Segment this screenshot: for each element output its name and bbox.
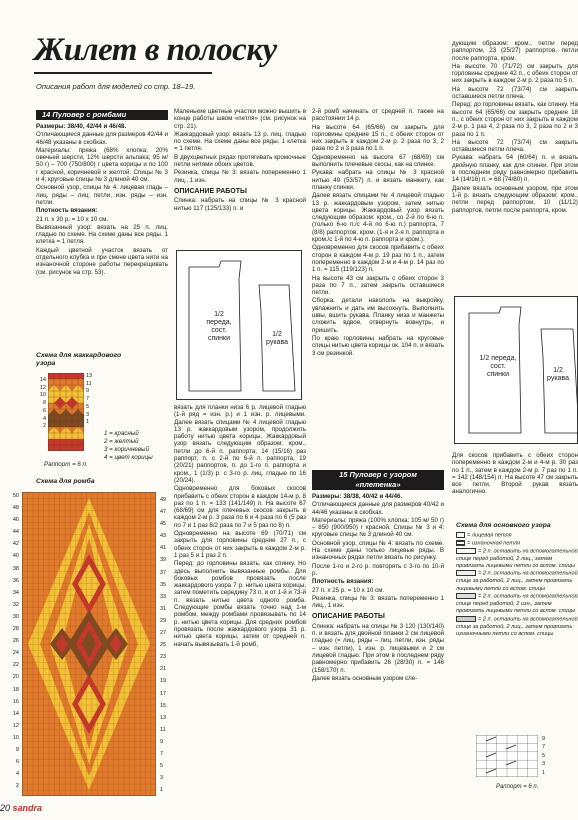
column-4-lower — [452, 452, 578, 508]
legend-knit: = лицевая петля — [456, 532, 578, 540]
col3-text-6: Одновременно для скосов прибавить с обеих сторон в каждом 4-м р. 19 раз по 1 п., затем попеременно в каждом 2-м и 4-м р. 14 раз по 1 п. = 115 (119/123) п. — [312, 244, 444, 274]
jacquard-rows-left: 14 12 10 8 6 4 2 — [39, 377, 46, 430]
col3-gauge-label: Плотность вязания: — [312, 578, 374, 586]
col3-text-2: На высоте 64 (65/66) см закрыть для горловины средние 15 п., с обеих сторон от них закрыть в каждом 2-м р. 2 раза по 3, 2 раза по 2 и 3 раза по 1 п. — [312, 123, 444, 153]
legend-cable-1: = 2 п. оставить на вспомогательной спице перед работой, 2 лиц., затем провязать лицевыми петли со вспом. спицы — [456, 548, 578, 570]
rhombus-rows-left: 50 48 46 44 42 40 38 36 34 32 30 28 26 24 22 20 18 16 14 12 10 8 6 4 2 — [12, 493, 19, 790]
col3-text-1: 2-й ромб начинать от средней п. также на расстоянии 14 р. — [312, 108, 444, 123]
magazine-name: sandra — [12, 803, 43, 813]
column-3-lower — [312, 468, 444, 802]
schematic-pullover-14 — [176, 250, 302, 400]
col4-text-2: На высоте 70 (71/72) см закрыть для горловины средние 42 п., с обеих сторон от них закрыть в каждом 2-м р. 2 раза по 5 п. — [452, 62, 578, 85]
rhombus-chart — [8, 490, 176, 803]
col3-text-8: Сборка: детали накололь на выкройку, увлажнить и дать им высохнуть. Выполнить швы, вшить рукава. Планку низа и манжеты сложить вдвое, отвернуть вовнутрь, и пришить. — [312, 297, 444, 334]
work-description-heading-2: ОПИСАНИЕ РАБОТЫ — [312, 613, 385, 621]
col3-gauge-value: 27 п. х 25 р. = 10 х 10 см. — [312, 586, 385, 594]
jacquard-legend — [104, 430, 176, 462]
jacquard-rows-right: 13 11 9 7 5 3 1 — [86, 373, 93, 426]
page-number: 20 — [0, 803, 11, 813]
color-note: Каждый цветной участок вязать от отдельного клубка и при смене цвета нити на изнаночной стороне работы перекрещивать (см. рисунок на стр. 53). — [36, 246, 168, 276]
col4-text-7: Далее вязать основным узором, при этом 1-й р. вязать следующим образом: кром., петли перед раппортом, 10 (11/12) раппортов, петли после раппорта, кром. — [452, 184, 578, 214]
schematic-pullover-15 — [454, 296, 578, 444]
page-title: Жилет в полоску — [34, 32, 277, 68]
col3-repeat: После 1-го и 2-го р. повторять с 3-го по 10-й р. — [312, 562, 444, 577]
materials: Материалы: пряжа (68% хлопка, 20% овечьей шерсти, 12% шерсти альпака; 95 м/ 50 г) – 700 (750/800) г цвета корицы и по 100 г красной, коричневой и желтой. Спицы № 3 и 4; круговые спицы № 3 длиной 40 см. — [36, 146, 168, 184]
jacquard-caption: Схема для жаккардового узора — [36, 352, 122, 367]
rhombus-caption: Схема для ромба — [36, 478, 95, 485]
title-rule — [34, 72, 212, 74]
jacquard-chart — [36, 373, 98, 457]
main-pattern: Основной узор, спицы № 4: лицевая гладь – лиц. ряды – лиц. петли, изн. ряды – изн. петли. — [36, 184, 168, 206]
gauge-label: Плотность вязания: — [36, 207, 98, 215]
col4-text-1: дующим образом: кром., петли перед раппортом, 23 (25/27) раппортов, петли после раппорта, кром. — [452, 40, 578, 62]
col2-text-3: В двухцветных рядах протягивать кромочные петли нитями обоих цветов. — [174, 153, 306, 169]
column-2-lower — [174, 404, 306, 802]
col2-text-5: Спинка: набрать на спицы № 3 красной нитью 117 (125/133) п. и — [174, 197, 306, 212]
col3-text-5: Далее вязать спицами № 4 лицевой гладью 13 р. жаккардовым узором, затем нитью цвета корицы. Жаккардовый узор вязать следующим образом: кром., со 2-й по 6-ю п. (только 6-ю п./с 4-й по 6-ю п.) раппорта, 7 (8/8) раппортов, кром. (1-я и 2-я п. раппорта и кром./с 1-й по 4-ю п. раппорта и кром.). — [312, 192, 444, 244]
col4-text-5: На высоте 72 (73/74) см закрыть оставшиеся петли плеча. — [452, 138, 578, 154]
col3-text-7: На высоте 43 см закрыть с обеих сторон 3 раза по 7 п., затем закрыть оставшиеся петли. — [312, 274, 444, 297]
page-subtitle: Описания работ для моделей со стр. 18–19. — [36, 82, 196, 91]
col3-main-pattern: Основной узор, спицы № 4: вязать по схеме. На схеме даны только лицевые ряды. В изнаночных рядах петли вязать по рисунку. — [312, 539, 444, 562]
col3-sizes: Размеры: 38/38, 40/42 и 44/46. — [312, 493, 403, 500]
col2-text-8: Одновременно на высоте 69 (70/71) см закрыть для горловины средние 27 п., с обеих сторон от них закрыть в каждом 2-м р. 1 раз 5 и 1 раз 2 п. — [174, 530, 306, 559]
col3-text-3: Одновременно на высоте 67 (68/69) см выполнить плечевые скосы, как на спинке. — [312, 153, 444, 169]
rhombus-grid — [22, 492, 156, 796]
col2-text-9: Перед: до горловины вязать, как спинку. Но здесь выполнить вывязанные ромбы. Для боковых ромбов провязать после жаккардового узора 7 р. нитью цвета корицы, затем пометить середину 73 п. и от 1-й и 73-й п. вязать нитью цвета одного ромба. Следующие ромбы вязать точно над 1-м ромбом, между ромбами провязывать по 14 р. нитью цвета корицы. Для средних ромбов провязать после жаккардового узора 31 р. нитью цвета корицы, затем от средней п. начать вывязывать 1-й ромб, — [174, 560, 306, 648]
sizes-note: Отличающиеся данные для размеров 42/44 и 46/48 указаны в скобках. — [36, 131, 168, 146]
schematic-front-label-2: 1/2 переда, сост. спинки — [479, 355, 517, 378]
col2-text-6: вязать для планки низа 6 р. лицевой гладью (1-й ряд = изн. р.) и 1 изн. р. лицевыми. Далее вязать спицами № 4 лицевой гладью 13 р. жаккардовым узором, продолжить работу нитью цвета корицы. Жаккардовый узор вязать следующим образом: кром., петли до 6-й п. раппорта, 14 (15/16) раз раппорт, п. с 2-й по 6-й п. раппорта, 19 (20/21) раппортов, п. до 1-го п. раппорта и кром., 1 (1/3) р. с 3-го р. лиц. гладью по 16 (20/24). — [174, 404, 306, 484]
schematic-sleeve-label-2: 1/2 рукава — [547, 367, 569, 382]
jacquard-grid — [48, 373, 84, 451]
schematic-sleeve-label: 1/2 рукава — [266, 331, 288, 346]
main-pattern-legend — [456, 532, 578, 639]
col4-text-3: На высоте 72 (73/74) см закрыть оставшиеся петли плеча. — [452, 85, 578, 101]
legend-cable-2: = 2 п. оставить на вспомогательной спице за работой, 2 лиц., затем провязать лицевыми петли со вспом. спицы — [456, 570, 578, 592]
section-header-14: 14 Пуловер с ромбами — [36, 110, 168, 120]
column-3 — [312, 108, 444, 458]
col4-text-4: Перед: до горловины вязать, как спинку. На высоте 64 (65/66) см закрыть средние 18 п., с обеих сторон от них закрыть в каждом 2-м р. 1 раз 4, 2 раза по 3, 2 раза по 2 и 3 раза по 1 п. — [452, 101, 578, 138]
jacquard-rapport: Раппорт = 6 п. — [44, 461, 88, 468]
schematic-front-label: 1/2 переда, сост. спинки — [206, 311, 232, 342]
col2-text-7: Одновременно для боковых скосов прибавить с обеих сторон в каждом 14-м р. 8 раз по 1 п. = 133 (141/149) п. На высоте 67 (68/69) см для плечевых скосов закрыть в каждом 2-м р. 3 раза по 6 и 4 раза по 6 (5 раз по 7 и 1 раз 8/2 раза по 7 и 5 раз по 8) п. — [174, 485, 306, 529]
legend-item-brown: 3 = коричневый — [104, 446, 150, 453]
work-description-heading: ОПИСАНИЕ РАБОТЫ — [174, 187, 247, 195]
legend-item-yellow: 2 = желтый — [104, 438, 139, 445]
col3-back: Спинка: набрать на спицы № 3 120 (130/140) п. и вязать для двойной планки 2 см лицевой гладью (= лиц. ряды – лиц. петли, изн. ряды – изн. петли), 1 изн. р. лицевыми и 2 см лицевой гладью. При этом в последнем ряду равномерно прибавить 26 (28/30) п. = 146 (158/170) п. — [312, 622, 444, 674]
legend-item-red: 1 = красный — [104, 430, 139, 437]
sizes: Размеры: 38/40, 42/44 и 46/48. — [36, 123, 127, 130]
col3-rib: Резинка, спицы № 3: вязать попеременно 1 лиц., 1 изн. — [312, 594, 444, 610]
section-header-15: 15 Пуловер с узором «плетенка» — [312, 470, 444, 490]
col3-text-9: По краю горловины набрать на круговые спицы нитью цвета корицы ок. 104 п. и вязать 3 см резинкой. — [312, 334, 444, 357]
legend-cable-3: = 2 п. оставить на вспомогательной спице перед работой, 2 изн., затем провязать лицевыми петли со вспом. спицы — [456, 593, 578, 615]
col3-materials: Материалы: пряжа (100% хлопка; 105 м/ 50 г) – 850 (900/950) г красной. Спицы № 3 и 4; круговые спицы № 3 длиной 40 см. — [312, 516, 444, 539]
col2-text-1: Маленькие цветные участки можно вышить в конце работы швом «петля» (см. рисунок на стр. 21). — [174, 108, 306, 130]
col4-text-8: Для скосов прибавить с обеих сторон попеременно в каждом 2-м и 4-м р. 30 раз по 1 п., затем в каждом 2-м р. 7 раз по 1 п. = 142 (148/154) п. На высоте 47 см закрыть все петли. Второй рукав вязать аналогично. — [452, 452, 578, 496]
col4-text-6: Рукава: набрать 54 (60/64) п. и вязать двойную планку, как для спинки. При этом в последнем ряду равномерно прибавить 14 (14/16) п. = 68 (74/80) п. — [452, 154, 578, 184]
col3-continue: Далее вязать основным узором сле- — [312, 674, 418, 682]
legend-cable-4: = 2 п. оставить на вспомогательной спице за работой, 2 лиц., затем провязать изнаночными петли со вспом. спицы — [456, 616, 578, 638]
legend-purl: = изнаночная петля — [456, 540, 578, 548]
main-pattern-chart — [476, 735, 576, 801]
page-footer — [0, 805, 42, 812]
column-4 — [452, 40, 578, 285]
main-pattern-grid — [476, 735, 538, 777]
knit-pattern: Вывязанный узор: вязать на 25 п. лиц. гладью по схеме. На схеме даны все ряды. 1 клетка = 1 петля. — [36, 223, 168, 246]
column-1 — [36, 108, 168, 348]
main-pattern-rapport: Раппорт = 6 п. — [496, 784, 539, 790]
main-pattern-caption: Схема для основного узора — [456, 522, 551, 529]
gauge-value: 21 п. х 30 р. = 10 х 10 см. — [36, 215, 109, 223]
rhombus-rows-right: 49 47 45 43 41 39 37 35 33 31 29 27 25 23 21 19 17 15 13 11 9 7 5 3 1 — [160, 497, 167, 794]
legend-item-cinnamon: 4 = цвет корицы — [104, 454, 153, 461]
col2-text-2: Жаккардовый узор: вязать 13 р. лиц. гладью по схеме. На схеме даны все ряды. 1 клетка = 1 петля. — [174, 130, 306, 153]
col3-text-4: Рукава: набрать на спицы № 3 красной нитью 49 (53/57) п. и вязать манжету, как планку спинки. — [312, 169, 444, 191]
column-2 — [174, 108, 306, 228]
col2-text-4: Резинка, спицы № 3: вязать попеременно 1 лиц., 1 изн. — [174, 169, 306, 184]
col3-sizes-note: Отличающиеся данные для размеров 40/42 и 44/46 указаны в скобках. — [312, 501, 444, 516]
main-pattern-rows: 9 7 5 3 1 — [542, 736, 546, 776]
